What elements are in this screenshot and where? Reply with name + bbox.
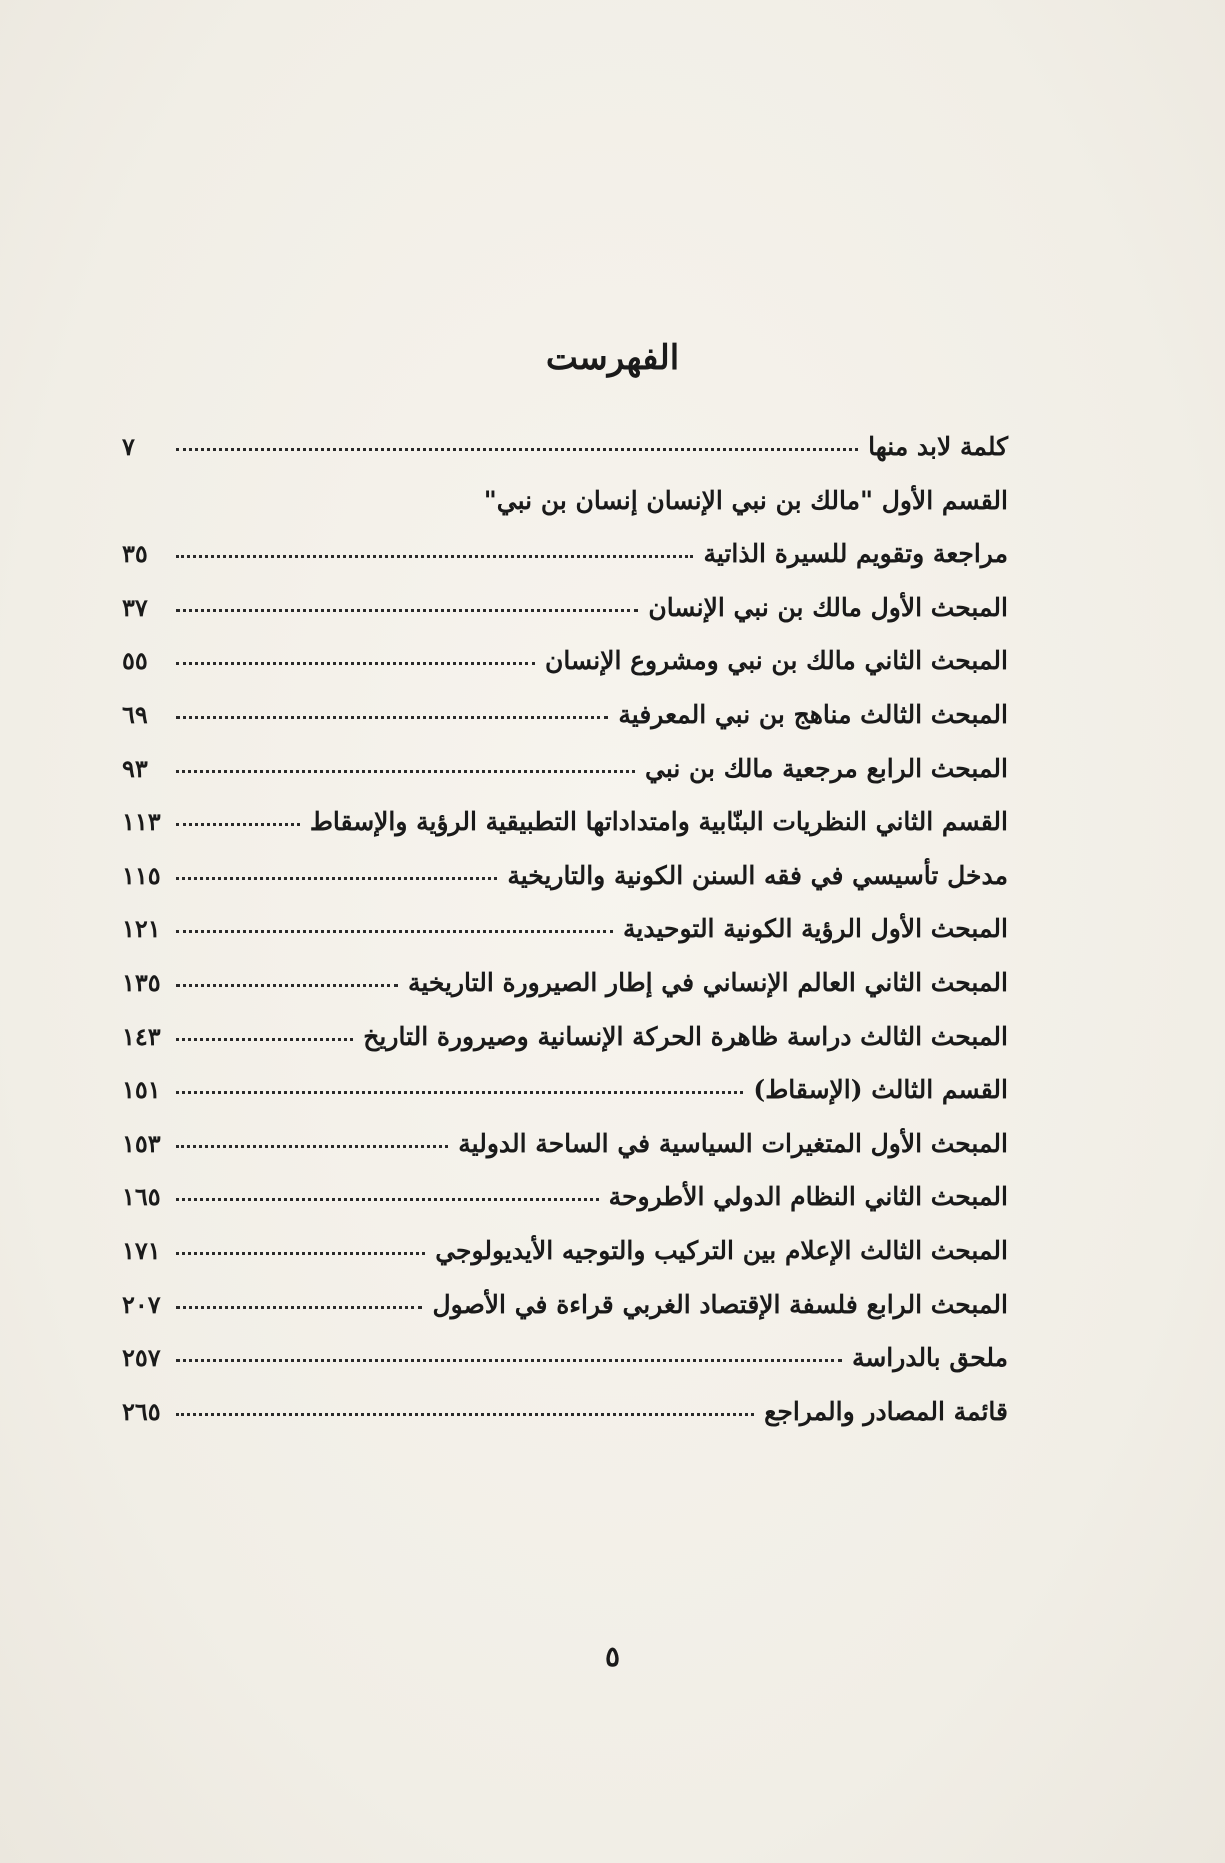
toc-page-number: ١٤٣ bbox=[122, 1021, 161, 1051]
toc-entry bbox=[122, 1129, 1008, 1183]
toc-page-number: ١٢١ bbox=[122, 914, 161, 944]
page-title: الفهرست bbox=[545, 338, 680, 378]
toc-entry-text: المبحث الثاني النظام الدولي الأطروحة bbox=[608, 1182, 1008, 1212]
toc-entry bbox=[122, 593, 1008, 647]
toc-page-number: ٣٥ bbox=[122, 539, 148, 569]
toc-entry bbox=[122, 1236, 1008, 1290]
dot-leader bbox=[176, 1198, 599, 1201]
toc-entry bbox=[122, 432, 1008, 486]
dot-leader bbox=[176, 1091, 743, 1094]
toc-page-number: ٩٣ bbox=[122, 753, 148, 783]
toc-entry bbox=[122, 1343, 1008, 1397]
toc-entry-text: المبحث الثاني مالك بن نبي ومشروع الإنسان bbox=[544, 646, 1008, 676]
toc-entry-text: كلمة لابد منها bbox=[868, 432, 1008, 461]
toc-entry-text: قائمة المصادر والمراجع bbox=[764, 1396, 1008, 1426]
dot-leader bbox=[176, 1413, 754, 1416]
toc-entry bbox=[122, 646, 1008, 700]
dot-leader bbox=[176, 1145, 448, 1148]
toc-entry-text: ملحق بالدراسة bbox=[851, 1343, 1008, 1373]
toc-entry-text: المبحث الأول الرؤية الكونية التوحيدية bbox=[623, 914, 1008, 944]
toc-page-number: ٢٠٧ bbox=[122, 1289, 161, 1319]
toc-entry bbox=[122, 1182, 1008, 1236]
toc-entry bbox=[122, 968, 1008, 1022]
toc-page-number: ١٥١ bbox=[122, 1075, 161, 1105]
toc-entry-text: المبحث الرابع مرجعية مالك بن نبي bbox=[644, 753, 1008, 783]
dot-leader bbox=[176, 609, 638, 612]
dot-leader bbox=[176, 1038, 353, 1041]
toc-entry-text: المبحث الثالث دراسة ظاهرة الحركة الإنسانية وصيرورة التاريخ bbox=[363, 1021, 1008, 1051]
toc-page-number: ١٥٣ bbox=[122, 1128, 161, 1158]
dot-leader bbox=[176, 930, 613, 933]
toc-page-number: ١١٣ bbox=[122, 807, 161, 837]
toc-entry-text: المبحث الثالث الإعلام بين التركيب والتوجيه الأيديولوجي bbox=[435, 1235, 1008, 1265]
toc-entry-text: مراجعة وتقويم للسيرة الذاتية bbox=[703, 539, 1008, 569]
toc-page-number: ٣٧ bbox=[122, 592, 148, 622]
dot-leader bbox=[176, 448, 858, 451]
dot-leader bbox=[176, 770, 635, 773]
toc-page-number: ٥٥ bbox=[122, 646, 148, 676]
toc-entry bbox=[122, 1075, 1008, 1129]
table-of-contents bbox=[122, 432, 1008, 1450]
toc-page-number: ٧ bbox=[122, 432, 135, 461]
toc-page-number: ١٣٥ bbox=[122, 967, 161, 997]
toc-entry bbox=[122, 539, 1008, 593]
dot-leader bbox=[176, 1306, 422, 1309]
toc-entry-text: المبحث الثالث مناهج بن نبي المعرفية bbox=[618, 699, 1008, 729]
page-number: ٥ bbox=[604, 1640, 621, 1673]
dot-leader bbox=[176, 984, 398, 987]
toc-page-number: ١٧١ bbox=[122, 1235, 161, 1265]
toc-page-number: ١٦٥ bbox=[122, 1182, 161, 1212]
toc-entry-text: المبحث الأول مالك بن نبي الإنسان bbox=[648, 592, 1008, 622]
dot-leader bbox=[176, 662, 535, 665]
toc-entry-text: القسم الأول "مالك بن نبي الإنسان إنسان بن نبي" bbox=[483, 485, 1008, 515]
toc-entry-text: مدخل تأسيسي في فقه السنن الكونية والتاريخية bbox=[507, 860, 1008, 890]
dot-leader bbox=[176, 716, 608, 719]
dot-leader bbox=[176, 823, 300, 826]
toc-section-heading bbox=[122, 486, 1008, 540]
toc-page-number: ١١٥ bbox=[122, 860, 161, 890]
toc-entry bbox=[122, 700, 1008, 754]
toc-entry bbox=[122, 754, 1008, 808]
toc-entry-text: المبحث الرابع فلسفة الإقتصاد الغربي قراءة في الأصول bbox=[432, 1289, 1008, 1319]
toc-entry-text: المبحث الأول المتغيرات السياسية في الساحة الدولية bbox=[458, 1128, 1008, 1158]
toc-entry bbox=[122, 1290, 1008, 1344]
dot-leader bbox=[176, 1252, 425, 1255]
toc-page-number: ٢٦٥ bbox=[122, 1396, 161, 1426]
dot-leader bbox=[176, 877, 497, 880]
dot-leader bbox=[176, 1359, 842, 1362]
toc-entry bbox=[122, 1397, 1008, 1451]
toc-page-number: ٦٩ bbox=[122, 699, 148, 729]
toc-page-number: ٢٥٧ bbox=[122, 1343, 161, 1373]
dot-leader bbox=[176, 555, 693, 558]
toc-entry bbox=[122, 861, 1008, 915]
toc-entry bbox=[122, 1022, 1008, 1076]
toc-entry-text: المبحث الثاني العالم الإنساني في إطار الصيرورة التاريخية bbox=[407, 967, 1008, 997]
toc-entry-text: القسم الثاني النظريات البنّابية وامتداداتها التطبيقية الرؤية والإسقاط bbox=[309, 807, 1008, 837]
toc-entry bbox=[122, 807, 1008, 861]
toc-entry bbox=[122, 914, 1008, 968]
toc-entry-text: القسم الثالث (الإسقاط) bbox=[753, 1075, 1008, 1105]
